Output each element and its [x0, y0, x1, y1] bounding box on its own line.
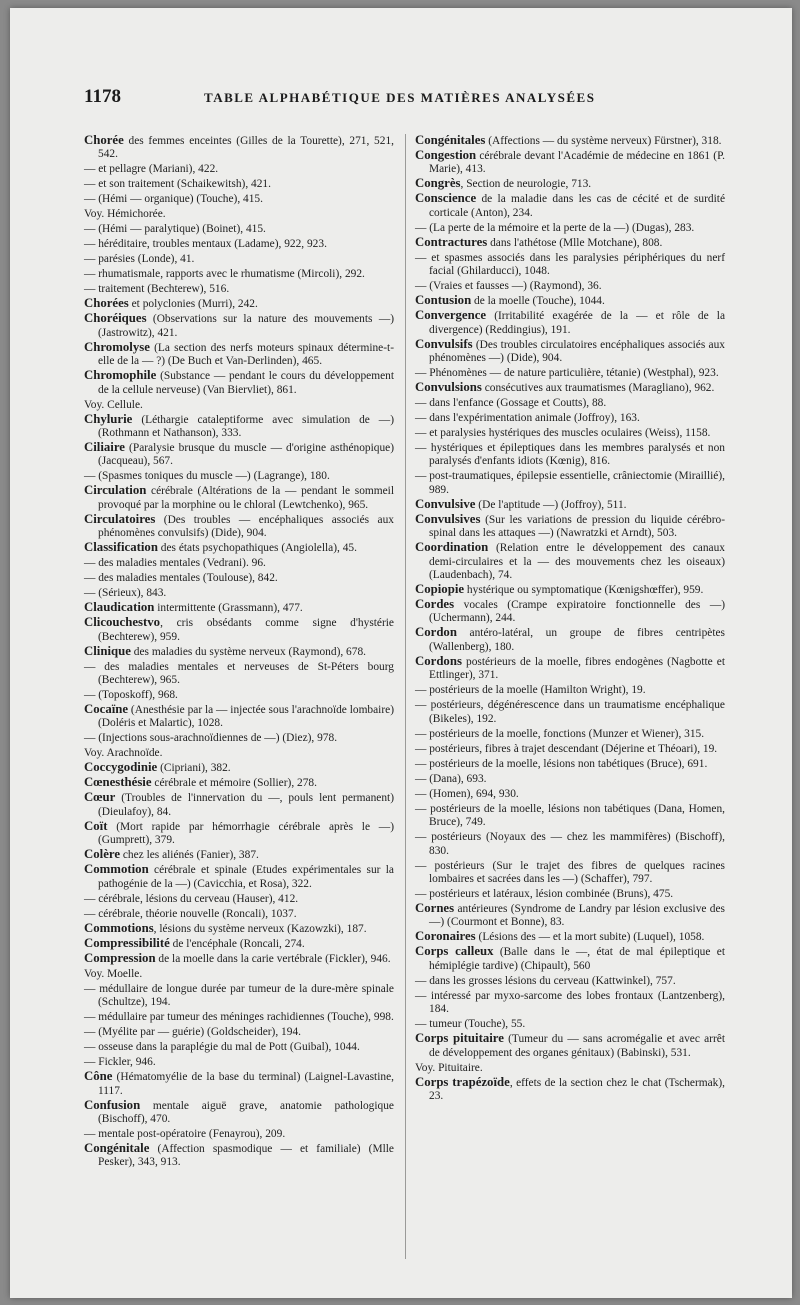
index-entry [84, 513, 394, 541]
index-text: , effets de la section chez le chat (Tschermak), 23. [429, 1076, 726, 1102]
index-entry [415, 251, 725, 279]
index-text: — héréditaire, troubles mentaux (Ladame), 922, 923. [84, 238, 327, 251]
index-headword: Convulsions [415, 380, 482, 395]
index-headword: Conscience [415, 191, 477, 206]
index-entry [415, 221, 725, 235]
index-text: chez les aliénés (Fanier), 387. [120, 849, 259, 862]
index-entry [84, 237, 394, 251]
index-text: (Relation entre le développement des canaux demi-circulaires et la — des mouvements chez les oiseaux) (Laudenbach), 74. [429, 542, 725, 582]
index-headword: Cône [84, 1069, 113, 1084]
scanned-page [10, 8, 792, 1298]
index-entry [84, 1070, 394, 1098]
index-text: — mentale post-opératoire (Fenayrou), 209. [84, 1127, 286, 1140]
index-entry [415, 626, 725, 654]
index-text: (Balle dans le —, état de mal épileptique et hémiplégie tardive) (Chipault), 560 [429, 946, 725, 972]
index-headword: Clinique [84, 643, 131, 658]
index-entry [84, 922, 394, 936]
index-headword: Compressibilité [84, 935, 170, 950]
index-entry [84, 907, 394, 921]
page-header [84, 86, 744, 116]
index-text: — médullaire par tumeur des méninges rachidiennes (Touche), 998. [84, 1011, 394, 1024]
index-entry [415, 683, 725, 697]
index-entry [415, 727, 725, 741]
index-headword: Commotion [84, 862, 149, 877]
index-headword: Convulsifs [415, 336, 473, 351]
index-text: — et paralysies hystériques des muscles oculaires (Weiss), 1158. [415, 427, 711, 440]
index-text: , cris obsédants comme signe d'hystérie (Bechterew), 959. [98, 617, 394, 643]
index-entry [415, 1061, 725, 1075]
index-text: Voy. Pituitaire. [415, 1061, 483, 1074]
index-entry [415, 1032, 725, 1060]
index-text: — (Homen), 694, 930. [415, 787, 519, 800]
index-entry [84, 982, 394, 1010]
index-entry [84, 645, 394, 659]
index-entry [84, 297, 394, 311]
index-entry [84, 703, 394, 731]
index-text: — postérieurs de la moelle, fonctions (Munzer et Wiener), 315. [415, 727, 705, 740]
index-text: de l'encéphale (Roncali, 274. [169, 937, 305, 950]
index-text: — postérieurs, dégénérescence dans un traumatisme encéphalique (Bikeles), 192. [415, 699, 725, 725]
index-entry [415, 757, 725, 771]
index-entry [415, 902, 725, 930]
index-entry [84, 937, 394, 951]
index-text: — (Vraies et fausses —) (Raymond), 36. [415, 280, 602, 293]
index-text: mentale aiguë grave, anatomie pathologique (Bischoff), 470. [98, 1099, 394, 1125]
index-entry [84, 1055, 394, 1069]
index-text: — postérieurs (Sur le trajet des fibres de quelques racines lombaires et sacrées dans les —) (Schaffer), 797. [415, 859, 725, 885]
index-text: (De l'aptitude —) (Joffroy), 511. [475, 498, 627, 511]
index-text: cérébrale et mémoire (Sollier), 278. [151, 777, 317, 790]
index-entry [84, 586, 394, 600]
index-text: (Des troubles circulatoires encéphaliques associés aux phénomènes —) (Dide), 904. [429, 338, 725, 365]
index-entry [84, 660, 394, 688]
index-text: (Lésions des — et la mort subite) (Luquel), 1058. [475, 931, 705, 944]
index-text: — cérébrale, théorie nouvelle (Roncali), 1037. [84, 907, 297, 920]
index-text: des états psychopathiques (Angiolella), 45. [157, 542, 357, 555]
page-number: 1178 [84, 86, 121, 107]
index-entry [415, 698, 725, 726]
left-column [84, 134, 394, 1170]
index-headword: Coït [84, 818, 108, 833]
index-entry [84, 1099, 394, 1127]
index-entry [415, 945, 725, 973]
index-entry [84, 222, 394, 236]
index-text: — Fickler, 946. [84, 1056, 156, 1069]
index-text: (Affection spasmodique — et familiale) (Mlle Pesker), 343, 913. [98, 1142, 394, 1169]
index-headword: Corps calleux [415, 944, 494, 959]
index-text: — rhumatismale, rapports avec le rhumatisme (Mircoli), 292. [84, 268, 365, 281]
index-entry [84, 892, 394, 906]
index-entry [415, 498, 725, 512]
index-entry [84, 688, 394, 702]
index-entry [84, 601, 394, 615]
index-text: (Paralysie brusque du muscle — d'origine asthénopique) (Jacqueau), 567. [98, 442, 394, 468]
index-text: — des maladies mentales (Toulouse), 842. [84, 572, 278, 585]
index-text: (Mort rapide par hémorrhagie cérébrale après le —) (Gumprett), 379. [98, 820, 394, 847]
index-text: cérébrale et spinale (Etudes expérimentales sur la pathogénie de la —) (Cavicchia, et Rosa), 322. [98, 864, 394, 890]
index-entry [415, 859, 725, 887]
index-text: — postérieurs et latéraux, lésion combinée (Bruns), 475. [415, 887, 674, 900]
index-text: de la moelle (Touche), 1044. [471, 295, 605, 308]
index-entry [415, 294, 725, 308]
index-text: — médullaire de longue durée par tumeur de la dure-mère spinale (Schultze), 194. [84, 982, 394, 1009]
index-text: — post-traumatiques, épilepsie essentielle, crâniectomie (Miraillié), 989. [415, 470, 725, 496]
index-entry [84, 761, 394, 775]
index-headword: Coordination [415, 540, 489, 555]
index-entry [415, 411, 725, 425]
index-headword: Contusion [415, 293, 472, 308]
index-headword: Classification [84, 540, 158, 555]
index-entry [84, 820, 394, 848]
index-entry [415, 887, 725, 901]
index-entry [415, 930, 725, 944]
index-text: (Anesthésie par la — injectée sous l'arachnoïde lombaire) (Doléris et Malartic), 1028. [98, 704, 394, 730]
running-title: TABLE ALPHABÉTIQUE DES MATIÈRES ANALYSÉES [204, 90, 596, 105]
index-headword: Claudication [84, 600, 155, 615]
index-text: des femmes enceintes (Gilles de la Tourette), 271, 521, 542. [98, 135, 394, 161]
index-headword: Cœnesthésie [84, 775, 152, 790]
right-column [415, 134, 725, 1104]
index-text: de la maladie dans les cas de cécité et de surdité corticale (Anton), 234. [429, 193, 725, 219]
index-text: — (Myélite par — guérie) (Goldscheider), 194. [84, 1026, 301, 1039]
index-text: — et spasmes associés dans les paralysies périphériques du nerf facial (Ghilarducci), 1048. [415, 251, 725, 278]
index-headword: Congénitales [415, 133, 486, 147]
index-entry [415, 149, 725, 177]
index-text: (Cipriani), 382. [157, 762, 231, 775]
index-entry [84, 369, 394, 397]
index-headword: Chorée [84, 133, 124, 147]
index-text: postérieurs de la moelle, fibres endogènes (Nagbotte et Ettlinger), 371. [429, 655, 725, 682]
index-entry [415, 134, 725, 148]
index-text: — tumeur (Touche), 55. [415, 1018, 526, 1031]
index-headword: Confusion [84, 1097, 141, 1112]
index-entry [84, 952, 394, 966]
index-text: (La section des nerfs moteurs spinaux détermine-t-elle de la — ?) (De Buch et Van-Derlinden), 465. [98, 341, 394, 368]
index-entry [84, 848, 394, 862]
index-entry [84, 207, 394, 221]
index-entry [415, 989, 725, 1017]
index-text: , lésions du système nerveux (Kazowzki), 187. [153, 922, 367, 935]
index-headword: Ciliaire [84, 440, 125, 455]
index-headword: Cornes [415, 900, 455, 915]
index-entry [415, 974, 725, 988]
index-entry [415, 1017, 725, 1031]
index-entry [415, 787, 725, 801]
index-text: (Sur les variations de pression du liquide cérébro-spinal dans les attaques —) (Nawratzki et Arndt), 503. [429, 513, 725, 540]
index-entry [415, 309, 725, 337]
index-text: dans l'athétose (Mlle Motchane), 808. [487, 236, 663, 249]
index-text: — hystériques et épileptiques dans les membres paralysés et non paralysés d'enfants idiots (Kœnig), 816. [415, 442, 725, 468]
index-entry [415, 541, 725, 582]
index-headword: Congrès [415, 176, 461, 191]
index-text: — (Spasmes toniques du muscle —) (Lagrange), 180. [84, 470, 330, 483]
index-entry [84, 441, 394, 469]
index-text: Voy. Hémichorée. [84, 208, 166, 221]
index-headword: Chylurie [84, 411, 133, 426]
index-entry [415, 177, 725, 191]
index-entry [84, 162, 394, 176]
index-headword: Cocaïne [84, 702, 129, 717]
index-entry [415, 742, 725, 756]
index-text: de la moelle dans la carie vertébrale (Fickler), 946. [155, 952, 391, 965]
index-text: (Hématomyélie de la base du terminal) (Laignel-Lavastine, 1117. [98, 1071, 394, 1097]
index-text: (Irritabilité exagérée de la — et rôle de la divergence) (Reddingius), 191. [429, 310, 725, 336]
index-headword: Commotions [84, 920, 154, 935]
index-headword: Clicouchestvo [84, 615, 161, 630]
index-entry [84, 556, 394, 570]
index-entry [415, 655, 725, 683]
index-entry [84, 791, 394, 819]
index-headword: Coccygodinie [84, 760, 158, 775]
index-entry [84, 192, 394, 206]
index-headword: Cordes [415, 597, 455, 612]
index-entry [84, 1127, 394, 1141]
index-entry [415, 830, 725, 858]
index-text: Voy. Arachnoïde. [84, 747, 163, 760]
index-text: (Tumeur du — sans acromégalie et avec arrêt de développement des organes génitaux) (Babinski), 531. [429, 1033, 725, 1059]
index-entry [84, 177, 394, 191]
index-text: — intéressé par myxo-sarcome des lobes frontaux (Lantzenberg), 184. [415, 989, 725, 1016]
index-headword: Circulatoires [84, 511, 156, 526]
index-headword: Copiopie [415, 582, 465, 597]
index-entry [84, 863, 394, 891]
index-entry [415, 366, 725, 380]
index-text: — (Dana), 693. [415, 772, 487, 785]
index-text: — des maladies mentales (Vedrani). 96. [84, 557, 266, 570]
index-entry [415, 513, 725, 541]
index-text: — (Sérieux), 843. [84, 587, 167, 600]
index-entry [84, 484, 394, 512]
index-entry [84, 967, 394, 981]
index-entry [415, 598, 725, 626]
index-entry [84, 398, 394, 412]
index-text: — (Toposkoff), 968. [84, 689, 178, 702]
index-text: (Substance — pendant le cours du développement de la cellule nerveuse) (Van Biervliet), 861. [98, 370, 394, 396]
index-entry [84, 746, 394, 760]
index-text: — des maladies mentales et nerveuses de St-Péters bourg (Bechterew), 965. [84, 660, 394, 687]
index-text: (Léthargie cataleptiforme avec simulation de —) (Rothmann et Nathanson), 333. [98, 413, 394, 440]
index-entry [415, 583, 725, 597]
index-entry [84, 1010, 394, 1024]
index-text: antérieures (Syndrome de Landry par lésion exclusive des —) (Courmont et Bonne), 83. [429, 902, 725, 929]
index-headword: Circulation [84, 483, 147, 498]
index-headword: Chorées [84, 296, 129, 311]
index-text: — dans l'expérimentation animale (Joffroy), 163. [415, 412, 640, 425]
index-headword: Choréiques [84, 311, 147, 326]
index-headword: Convergence [415, 308, 487, 323]
index-entry [84, 1040, 394, 1054]
index-text: — parésies (Londe), 41. [84, 253, 195, 266]
column-divider [405, 134, 406, 1259]
index-entry [84, 1025, 394, 1039]
index-text: Voy. Moelle. [84, 967, 143, 980]
index-headword: Contractures [415, 234, 488, 249]
index-entry [84, 541, 394, 555]
index-text: — postérieurs de la moelle (Hamilton Wright), 19. [415, 684, 646, 697]
index-headword: Cœur [84, 790, 116, 805]
index-entry [84, 731, 394, 745]
index-headword: Cordon [415, 625, 457, 640]
index-text: consécutives aux traumatismes (Maragliano), 962. [481, 382, 715, 395]
index-text: hystérique ou symptomatique (Kœnigshœffer), 959. [464, 584, 704, 597]
index-text: — postérieurs de la moelle, lésions non tabétiques (Dana, Homen, Bruce), 749. [415, 802, 725, 829]
index-entry [415, 236, 725, 250]
index-text: — dans les grosses lésions du cerveau (Kattwinkel), 757. [415, 974, 676, 987]
index-entry [415, 772, 725, 786]
index-headword: Colère [84, 847, 121, 862]
index-entry [415, 279, 725, 293]
index-headword: Chromophile [84, 368, 157, 383]
index-entry [415, 338, 725, 366]
index-entry [415, 426, 725, 440]
index-text: — dans l'enfance (Gossage et Coutts), 88. [415, 397, 607, 410]
index-headword: Chromolyse [84, 339, 150, 354]
index-text: antéro-latéral, un groupe de fibres centripètes (Wallenberg), 180. [429, 627, 725, 653]
index-entry [415, 1076, 725, 1104]
index-headword: Convulsive [415, 496, 476, 511]
index-entry [84, 252, 394, 266]
index-text: — (Injections sous-arachnoïdiennes de —) (Diez), 978. [84, 732, 338, 745]
index-text: — (La perte de la mémoire et la perte de la —) (Dugas), 283. [415, 221, 695, 234]
index-text: — et pellagre (Mariani), 422. [84, 163, 219, 176]
index-headword: Corps pituitaire [415, 1031, 504, 1046]
index-text: — et son traitement (Schaikewitsh), 421. [84, 178, 271, 191]
index-entry [84, 413, 394, 441]
index-text: — osseuse dans la paraplégie du mal de Pott (Guibal), 1044. [84, 1041, 360, 1054]
index-text: intermittente (Grassmann), 477. [154, 602, 303, 615]
index-text: vocales (Crampe expiratoire fonctionnelle des —) (Uchermann), 244. [429, 599, 725, 625]
index-entry [84, 282, 394, 296]
index-headword: Coronaires [415, 929, 476, 944]
index-text: — (Hémi — paralytique) (Boinet), 415. [84, 223, 266, 236]
index-headword: Cordons [415, 653, 462, 668]
index-headword: Convulsives [415, 511, 481, 526]
index-entry [84, 469, 394, 483]
index-text: (Observations sur la nature des mouvements —) (Jastrowitz), 421. [98, 313, 394, 339]
index-entry [84, 571, 394, 585]
index-entry [415, 469, 725, 497]
index-entry [84, 341, 394, 369]
index-text: (Affections — du système nerveux) Fürstner), 318. [485, 135, 722, 147]
index-entry [84, 776, 394, 790]
index-headword: Compression [84, 950, 156, 965]
index-entry [415, 192, 725, 220]
index-text: (Troubles de l'innervation du —, pouls lent permanent) (Dieulafoy), 84. [98, 792, 394, 818]
index-entry [84, 267, 394, 281]
index-headword: Corps trapézoïde [415, 1074, 510, 1089]
index-headword: Congénitale [84, 1140, 150, 1155]
index-text: — cérébrale, lésions du cerveau (Hauser), 412. [84, 892, 299, 905]
index-entry [84, 134, 394, 162]
index-entry [84, 616, 394, 644]
index-text: — postérieurs, fibres à trajet descendant (Déjerine et Théoari), 19. [415, 742, 718, 755]
index-text: Voy. Cellule. [84, 398, 143, 411]
index-entry [84, 1142, 394, 1170]
index-headword: Congestion [415, 148, 477, 162]
index-entry [415, 441, 725, 469]
index-text: — postérieurs de la moelle, lésions non tabétiques (Bruce), 691. [415, 757, 708, 770]
index-entry [415, 802, 725, 830]
index-text: et polyclonies (Murri), 242. [128, 298, 258, 311]
index-entry [415, 396, 725, 410]
index-text: cérébrale devant l'Académie de médecine en 1861 (P. Marie), 413. [429, 150, 725, 176]
index-entry [415, 381, 725, 395]
index-text: cérébrale (Altérations de la — pendant le sommeil provoqué par la morphine ou le chloral (Lewtchenko), 965. [98, 485, 394, 511]
index-text: , Section de neurologie, 713. [460, 178, 592, 191]
index-text: — Phénomènes — de nature particulière, tétanie) (Westphal), 923. [415, 367, 719, 380]
index-text: — (Hémi — organique) (Touche), 415. [84, 193, 263, 206]
index-text: — postérieurs (Noyaux des — chez les mammifères) (Bischoff), 830. [415, 831, 725, 857]
index-entry [84, 312, 394, 340]
index-text: des maladies du système nerveux (Raymond), 678. [130, 645, 366, 658]
index-text: — traitement (Bechterew), 516. [84, 283, 230, 296]
index-text: (Des troubles — encéphaliques associés aux phénomènes convulsifs) (Dide), 904. [98, 513, 394, 540]
